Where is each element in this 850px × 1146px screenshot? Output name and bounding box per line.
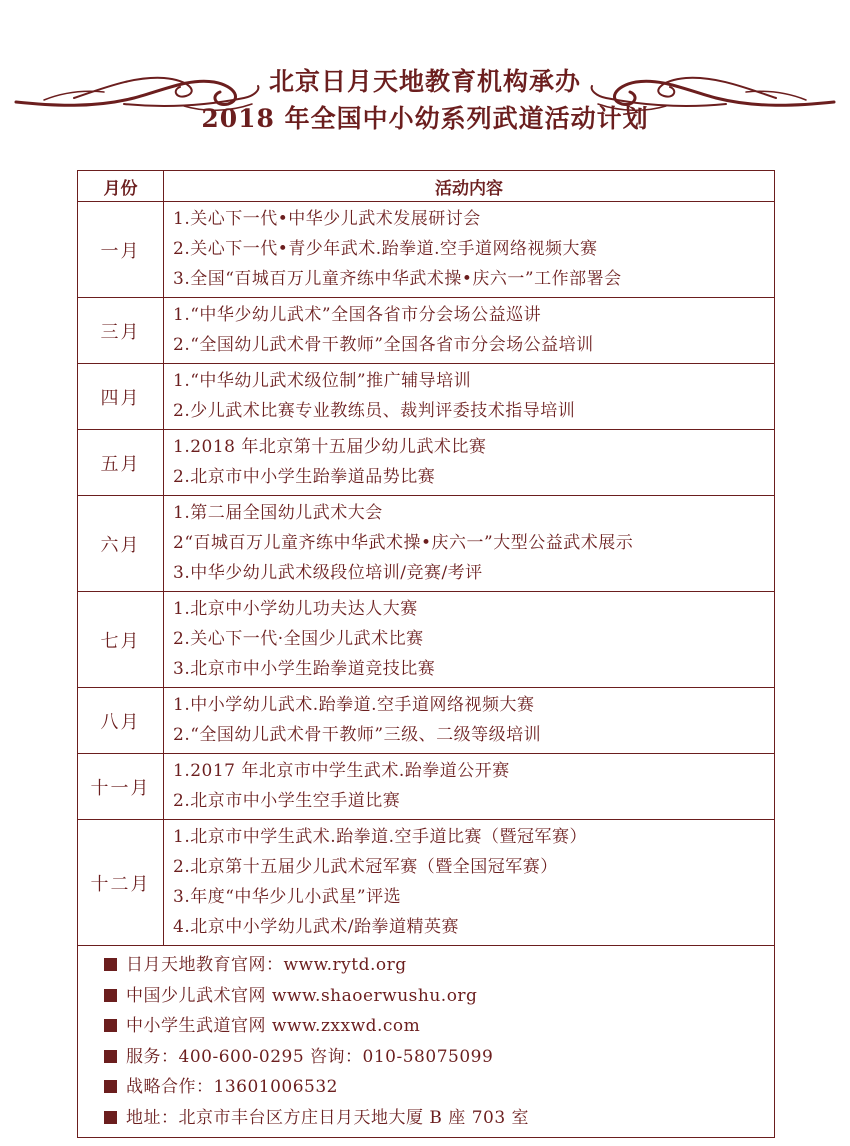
table-row — [78, 298, 775, 364]
info-list — [104, 950, 774, 1133]
activity-item: 1.2017 年北京市中学生武术.跆拳道公开赛 — [173, 761, 510, 781]
page-subtitle: 2018 年全国中小幼系列武道活动计划 — [201, 104, 649, 133]
square-bullet-icon — [104, 1050, 117, 1063]
table-header-row — [78, 171, 775, 202]
column-header-month: 月份 — [78, 171, 164, 202]
info-item — [104, 1011, 774, 1042]
info-text: 日月天地教育官网：www.rytd.org — [126, 955, 407, 975]
table-row — [78, 430, 775, 496]
month-cell: 六月 — [78, 496, 164, 592]
activity-item: 1.北京中小学幼儿功夫达人大赛 — [173, 599, 418, 619]
activity-item: 2.北京第十五届少儿武术冠军赛（暨全国冠军赛） — [173, 857, 558, 877]
table-row — [78, 688, 775, 754]
info-text: 地址：北京市丰台区方庄日月天地大厦 B 座 703 室 — [126, 1107, 530, 1128]
activity-item: 2.“全国幼儿武术骨干教师”全国各省市分会场公益培训 — [173, 335, 594, 355]
month-cell: 四月 — [78, 364, 164, 430]
page-title: 北京日月天地教育机构承办 — [268, 67, 581, 96]
table-row — [78, 592, 775, 688]
month-cell: 十一月 — [78, 754, 164, 820]
info-item — [104, 981, 774, 1012]
info-text: 战略合作：13601006532 — [126, 1077, 338, 1097]
activities-cell — [164, 754, 775, 820]
activity-item: 3.中华少幼儿武术级段位培训/竞赛/考评 — [173, 563, 483, 583]
activities-cell — [164, 364, 775, 430]
table-row — [78, 364, 775, 430]
activities-cell — [164, 298, 775, 364]
table-row — [78, 202, 775, 298]
info-item — [104, 1072, 774, 1103]
month-cell: 十二月 — [78, 820, 164, 946]
info-text: 服务：400-600-0295 咨询：010-58075099 — [126, 1046, 494, 1067]
info-text: 中小学生武道官网 www.zxxwd.com — [126, 1016, 421, 1036]
activities-cell — [164, 592, 775, 688]
square-bullet-icon — [104, 1019, 117, 1032]
activities-cell — [164, 202, 775, 298]
square-bullet-icon — [104, 1080, 117, 1093]
table-row — [78, 754, 775, 820]
square-bullet-icon — [104, 1111, 117, 1124]
activity-item: 4.北京中小学幼儿武术/跆拳道精英赛 — [173, 917, 459, 937]
contact-info — [78, 946, 775, 1138]
column-header-content: 活动内容 — [164, 171, 775, 202]
activities-cell — [164, 688, 775, 754]
info-item — [104, 1042, 774, 1073]
square-bullet-icon — [104, 958, 117, 971]
month-cell: 八月 — [78, 688, 164, 754]
activity-item: 1.关心下一代•中华少儿武术发展研讨会 — [173, 209, 481, 229]
activity-item: 2.少儿武术比赛专业教练员、裁判评委技术指导培训 — [173, 401, 576, 421]
activity-item: 2“百城百万儿童齐练中华武术操•庆六一”大型公益武术展示 — [173, 533, 634, 553]
activities-cell — [164, 820, 775, 946]
activity-item: 2.关心下一代•青少年武术.跆拳道.空手道网络视频大赛 — [173, 239, 598, 259]
activity-item: 2.北京市中小学生跆拳道品势比赛 — [173, 467, 436, 487]
activity-item: 1.“中华少幼儿武术”全国各省市分会场公益巡讲 — [173, 305, 542, 325]
info-text: 中国少儿武术官网 www.shaoerwushu.org — [126, 985, 478, 1006]
page-header — [0, 0, 850, 160]
month-cell: 七月 — [78, 592, 164, 688]
activity-item: 3.全国“百城百万儿童齐练中华武术操•庆六一”工作部署会 — [173, 269, 622, 289]
activities-cell — [164, 496, 775, 592]
square-bullet-icon — [104, 989, 117, 1002]
info-item — [104, 1103, 774, 1134]
info-item — [104, 950, 774, 981]
table-body — [78, 202, 775, 946]
activity-item: 1.2018 年北京第十五届少幼儿武术比赛 — [173, 437, 487, 457]
activity-item: 1.北京市中学生武术.跆拳道.空手道比赛（暨冠军赛） — [173, 827, 588, 847]
activity-item: 3.年度“中华少儿小武星”评选 — [173, 887, 402, 907]
activity-item: 2.关心下一代·全国少儿武术比赛 — [173, 629, 424, 649]
activity-item: 3.北京市中小学生跆拳道竞技比赛 — [173, 659, 436, 679]
activity-item: 1.第二届全国幼儿武术大会 — [173, 503, 383, 523]
info-row — [78, 946, 775, 1138]
table-row — [78, 820, 775, 946]
table-row — [78, 496, 775, 592]
activity-item: 1.中小学幼儿武术.跆拳道.空手道网络视频大赛 — [173, 695, 535, 715]
activities-cell — [164, 430, 775, 496]
month-cell: 三月 — [78, 298, 164, 364]
activity-item: 1.“中华幼儿武术级位制”推广辅导培训 — [173, 371, 472, 391]
activity-item: 2.“全国幼儿武术骨干教师”三级、二级等级培训 — [173, 725, 542, 745]
activity-plan-table — [77, 170, 775, 1138]
month-cell: 五月 — [78, 430, 164, 496]
activity-item: 2.北京市中小学生空手道比赛 — [173, 791, 401, 811]
month-cell: 一月 — [78, 202, 164, 298]
